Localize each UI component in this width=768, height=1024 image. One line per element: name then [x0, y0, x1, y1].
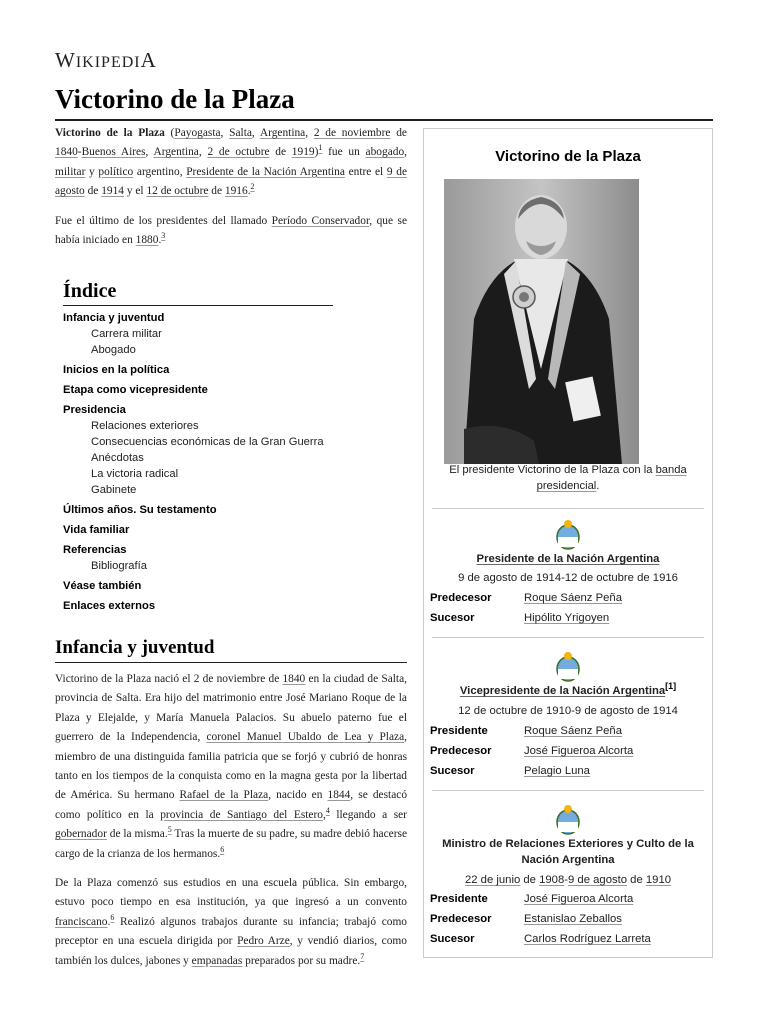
link-abogado[interactable]: abogado	[365, 146, 405, 159]
infobox	[423, 128, 713, 958]
ref-2[interactable]: 2	[250, 182, 255, 192]
label: Sucesor	[430, 765, 475, 777]
ref-7[interactable]: 7	[360, 951, 365, 961]
link-1919[interactable]: 1919	[291, 146, 315, 159]
text: , y vendió diarios, como también los dulces, jabones y	[55, 935, 407, 967]
link-santiago[interactable]: provincia de Santiago del Estero	[160, 808, 323, 821]
portrait-caption	[432, 462, 704, 494]
ref-ib-1[interactable]: [1]	[665, 681, 677, 692]
link-presidente[interactable]: Presidente de la Nación Argentina	[186, 165, 345, 178]
toc-subitem[interactable]: Anécdotas	[91, 452, 144, 464]
toc-item[interactable]: Referencias	[63, 544, 127, 556]
text: llegando a ser	[329, 808, 407, 821]
toc-item[interactable]: Vida familiar	[63, 524, 130, 536]
section-paragraph-1	[55, 670, 407, 864]
link-1840-b[interactable]: 1840	[282, 673, 306, 685]
ref-5[interactable]: 5	[167, 825, 172, 835]
toc-item[interactable]: Inicios en la política	[63, 364, 170, 376]
intro-paragraph-1	[55, 124, 407, 202]
office-title-vicepresidente[interactable]	[428, 683, 708, 699]
link-militar[interactable]: militar	[55, 165, 86, 178]
ref-1[interactable]: 1	[318, 143, 323, 153]
link-1910[interactable]: 1910	[645, 874, 672, 886]
argentina-seal-icon[interactable]	[555, 804, 581, 836]
wikipedia-wordmark[interactable]: WIKIPEDIA	[55, 48, 157, 72]
text: (	[164, 127, 175, 139]
toc-item[interactable]: Últimos años. Su testamento	[63, 504, 217, 516]
link-banda-presidencial[interactable]: banda presidencial	[536, 464, 687, 492]
label: Presidente	[430, 725, 488, 737]
portrait-image[interactable]	[444, 179, 639, 464]
label: Sucesor	[430, 933, 475, 945]
title-divider	[55, 119, 713, 121]
label: Predecesor	[430, 745, 492, 757]
link-estanislao-zeballos[interactable]: Estanislao Zeballos	[524, 913, 622, 925]
label: Predecesor	[430, 913, 492, 925]
text: Victorino de la Plaza nació el 2 de noviembre de	[55, 673, 283, 685]
text: El presidente Victorino de la Plaza con la	[449, 464, 656, 476]
link-empanadas[interactable]: empanadas	[191, 954, 243, 967]
text: )	[314, 146, 319, 159]
text: ,	[322, 808, 326, 821]
toc-title: Índice	[63, 280, 333, 306]
link-1914[interactable]: 1914	[101, 185, 124, 198]
toc-item[interactable]: Etapa como vicepresidente	[63, 384, 208, 396]
toc-item[interactable]: Infancia y juventud	[63, 312, 165, 324]
link-argentina-2[interactable]: Argentina	[153, 146, 199, 159]
section-body	[55, 670, 407, 981]
text: de	[520, 874, 540, 886]
toc-subitem[interactable]: Abogado	[91, 344, 136, 356]
text: de	[269, 146, 292, 159]
text: ,	[404, 146, 407, 159]
link-death-date[interactable]: 2 de octubre	[207, 146, 270, 159]
text: -	[77, 146, 82, 159]
text: .	[596, 480, 600, 492]
text: y el	[123, 185, 147, 198]
text: .	[247, 185, 251, 198]
link-12-octubre[interactable]: 12 de octubre	[146, 185, 209, 198]
text: ,	[305, 127, 314, 139]
text: , que se había iniciado en	[55, 214, 408, 247]
toc-item[interactable]: Presidencia	[63, 404, 126, 416]
office-dates: 9 de agosto de 1914-12 de octubre de 1916	[458, 572, 678, 584]
toc-subitem[interactable]: Carrera militar	[91, 328, 162, 340]
link-birth-date[interactable]: 2 de noviembre	[313, 127, 391, 139]
text: argentino,	[133, 165, 187, 178]
text: ,	[251, 127, 260, 139]
text: de	[84, 185, 102, 198]
link-roque-saenz-pena[interactable]: Roque Sáenz Peña	[524, 592, 622, 604]
link-pedro-arze[interactable]: Pedro Arze	[237, 935, 290, 948]
link-figueroa-alcorta[interactable]: José Figueroa Alcorta	[524, 893, 634, 905]
infobox-title: Victorino de la Plaza	[495, 148, 641, 165]
link-1844[interactable]: 1844	[327, 789, 351, 802]
subject-name: Victorino de la Plaza	[55, 127, 165, 139]
link-1840[interactable]: 1840	[55, 146, 78, 159]
label: Predecesor	[430, 592, 492, 604]
text: de la misma.	[106, 828, 168, 841]
infobox-divider	[432, 790, 704, 791]
section-heading: Infancia y juventud	[55, 637, 407, 663]
link-periodo-conservador[interactable]: Período Conservador	[271, 214, 370, 227]
link-franciscano[interactable]: franciscano	[55, 915, 108, 928]
section-paragraph-2	[55, 874, 407, 971]
toc-subitem[interactable]: La victoria radical	[91, 468, 179, 480]
infobox-divider	[432, 508, 704, 509]
link-coronel[interactable]: coronel Manuel Ubaldo de Lea y Plaza	[206, 731, 405, 744]
text: ,	[145, 146, 154, 159]
link-rafael[interactable]: Rafael de la Plaza	[179, 789, 269, 802]
argentina-seal-icon[interactable]	[555, 651, 581, 683]
text: en la ciudad de Salta, provincia de Salta. Era hijo del matrimonio entre José Mariano Roque de la Plaza y Elejalde, y María Manuela Palacios. Su abuelo paterno fue el guerrero de la Independencia,	[55, 673, 407, 744]
link-9-agosto[interactable]: 9 de agosto	[55, 165, 408, 198]
text[interactable]: Presidente de la Nación Argentina	[476, 553, 660, 565]
argentina-seal-icon[interactable]	[555, 519, 581, 551]
ref-6b[interactable]: 6	[110, 913, 115, 923]
label: Sucesor	[430, 612, 475, 624]
link-figueroa-alcorta[interactable]: José Figueroa Alcorta	[524, 745, 634, 757]
text: ,	[220, 127, 230, 139]
toc-item[interactable]: Enlaces externos	[63, 600, 156, 612]
text[interactable]: Ministro de Relaciones Exteriores y Culto de la Nación Argentina	[442, 838, 694, 866]
link-1880[interactable]: 1880	[135, 234, 159, 247]
link-pelagio-luna[interactable]: Pelagio Luna	[524, 765, 590, 777]
text: .	[158, 234, 162, 247]
toc-subitem[interactable]: Gabinete	[91, 484, 137, 496]
ref-3[interactable]: 3	[161, 231, 166, 241]
text: ,	[198, 146, 208, 159]
link-9-agosto-b[interactable]: 9 de agosto	[568, 874, 628, 886]
text[interactable]: Vicepresidente de la Nación Argentina	[459, 685, 666, 697]
text: De la Plaza comenzó sus estudios en una escuela pública. Sin embargo, estuvo poco tiempo en esa institución, ya que ingresó a un convento	[55, 877, 407, 909]
text: , nacido en	[268, 789, 328, 802]
ref-4[interactable]: 4	[325, 806, 330, 816]
page-title: Victorino de la Plaza	[55, 84, 295, 114]
label: Presidente	[430, 893, 488, 905]
text: .	[107, 915, 111, 928]
text: , se destacó como político en la	[55, 789, 408, 821]
text: entre el	[344, 165, 387, 178]
link-1908[interactable]: 1908	[539, 874, 565, 886]
office-title-ministro[interactable]	[428, 836, 708, 868]
link-politico[interactable]: político	[98, 165, 134, 178]
text: de	[390, 127, 407, 139]
link-gobernador[interactable]: gobernador	[55, 828, 107, 841]
text: Realizó algunos trabajos durante su infancia; trabajó como preceptor en una escuela dirigida por	[55, 915, 407, 948]
link-22-junio[interactable]: 22 de junio	[464, 874, 521, 886]
text: Fue el último de los presidentes del llamado	[55, 214, 272, 227]
toc-subitem[interactable]: Consecuencias económicas de la Gran Guerra	[91, 436, 324, 448]
text: -	[564, 874, 568, 886]
text: , miembro de una distinguida familia patricia que se forjó y cubrió de honras tanto en los tiempos de la conquista como en la magna gesta por la libertad de América. Su hermano	[55, 731, 407, 802]
office-title-presidente[interactable]	[428, 551, 708, 567]
office-dates	[428, 874, 708, 886]
link-buenos-aires[interactable]: Buenos Aires	[81, 146, 146, 159]
text: y	[85, 165, 99, 178]
link-hipolito-yrigoyen[interactable]: Hipólito Yrigoyen	[524, 612, 610, 624]
text: de	[208, 185, 225, 198]
link-payogasta[interactable]: Payogasta	[174, 127, 221, 139]
office-dates: 12 de octubre de 1910-9 de agosto de 1914	[458, 705, 678, 717]
ref-6[interactable]: 6	[220, 844, 225, 854]
toc-subitem[interactable]: Bibliografía	[91, 560, 147, 572]
link-roque-saenz-pena[interactable]: Roque Sáenz Peña	[524, 725, 622, 737]
toc-subitem[interactable]: Relaciones exteriores	[91, 420, 199, 432]
toc-list	[63, 311, 333, 614]
link-argentina[interactable]: Argentina	[259, 127, 306, 139]
table-of-contents	[63, 280, 333, 614]
intro-paragraph-2	[55, 212, 407, 251]
link-salta[interactable]: Salta	[229, 127, 252, 139]
link-rodriguez-larreta[interactable]: Carlos Rodríguez Larreta	[524, 933, 651, 945]
article-intro	[55, 124, 407, 260]
toc-item[interactable]: Véase también	[63, 580, 142, 592]
text: fue un	[322, 146, 366, 159]
text: Tras la muerte de su padre, su madre debió hacerse cargo de la crianza de los hermanos.	[55, 828, 407, 860]
text: preparados por su madre.	[242, 954, 361, 967]
text: de	[627, 874, 646, 886]
link-1916[interactable]: 1916	[224, 185, 248, 198]
infobox-divider	[432, 637, 704, 638]
